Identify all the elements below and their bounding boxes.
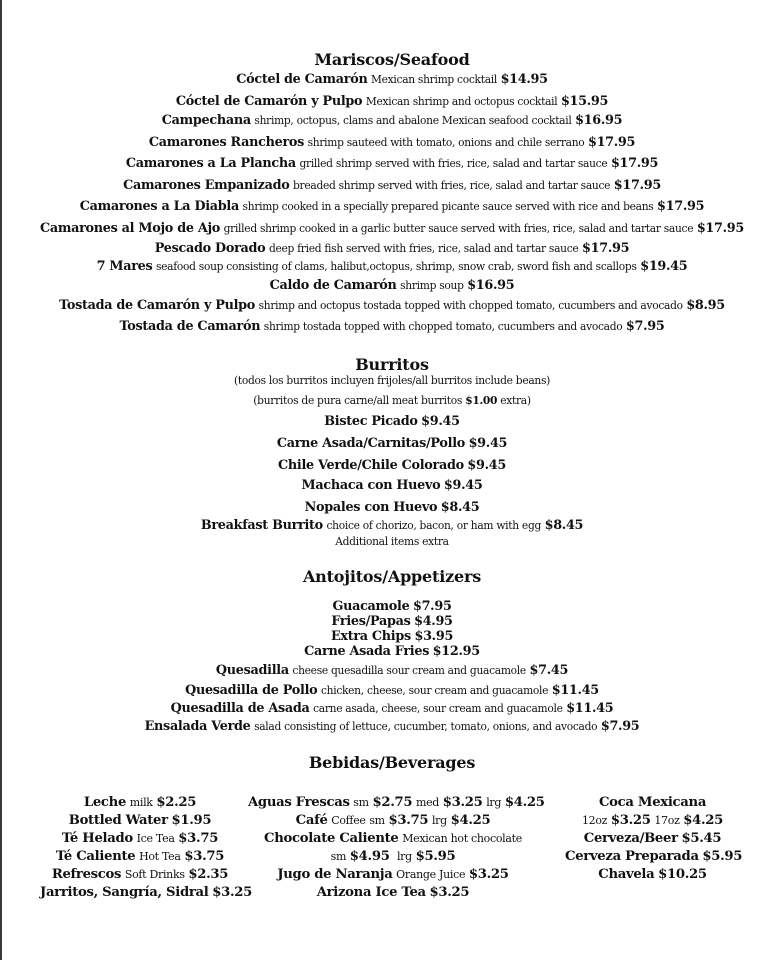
bev-item: Café Coffee sm $3.75 lrg $4.25 bbox=[295, 813, 491, 828]
item-name: Campechana bbox=[161, 113, 251, 128]
burritos-note: (todos los burritos incluyen frijoles/all burritos include beans) bbox=[233, 374, 551, 387]
item-description: carne asada, cheese, sour cream and guacamole bbox=[313, 702, 563, 715]
menu-item bbox=[12, 459, 772, 472]
item-price: $17.95 bbox=[582, 241, 630, 256]
menu-item bbox=[12, 299, 772, 312]
menu-item bbox=[12, 519, 772, 532]
item-description: Soft Drinks bbox=[124, 868, 185, 881]
menu-item bbox=[12, 630, 772, 643]
menu-item bbox=[12, 320, 772, 333]
item-price: $7.95 bbox=[600, 719, 640, 734]
item-name: Carne Asada Fries bbox=[304, 644, 430, 659]
menu-item bbox=[12, 222, 772, 235]
menu-item bbox=[12, 242, 772, 255]
item-price: $17.95 bbox=[657, 199, 705, 214]
beverages-left-column bbox=[40, 793, 252, 901]
item-name: Cerveza/Beer bbox=[583, 831, 678, 846]
bev-item bbox=[40, 829, 240, 847]
bev-item: Chocolate Caliente Mexican hot chocolate bbox=[264, 831, 522, 846]
item-description: Ice Tea bbox=[136, 832, 175, 845]
item-description: shrimp soup bbox=[400, 279, 464, 292]
menu-item bbox=[12, 200, 772, 213]
item-description: seafood soup consisting of clams, halibut,octopus, shrimp, snow crab, sword fish and scallops bbox=[155, 260, 637, 273]
bev-item: Jugo de Naranja Orange Juice $3.25 bbox=[277, 867, 509, 882]
bev-item bbox=[40, 811, 240, 829]
item-name: Té Helado bbox=[61, 831, 133, 846]
item-name: Quesadilla de Asada bbox=[170, 701, 310, 716]
bev-item-sizes: sm $4.95 lrg $5.95 bbox=[330, 849, 456, 864]
item-price: $3.25 bbox=[212, 885, 252, 900]
item-description: breaded shrimp served with fries, rice, salad and tartar sauce bbox=[293, 179, 611, 192]
item-description: Mexican shrimp cocktail bbox=[371, 73, 498, 86]
item-name: Leche bbox=[83, 795, 127, 810]
item-description: milk bbox=[129, 796, 153, 809]
item-price: $17.95 bbox=[696, 221, 744, 236]
item-name: Pescado Dorado bbox=[154, 241, 266, 256]
bev-item bbox=[565, 865, 740, 883]
item-price: $17.95 bbox=[613, 178, 661, 193]
item-price: $16.95 bbox=[467, 278, 515, 293]
item-name: Breakfast Burrito bbox=[200, 518, 323, 533]
item-price: $7.95 bbox=[625, 319, 665, 334]
menu-item bbox=[12, 415, 772, 428]
item-price: $16.95 bbox=[575, 113, 623, 128]
item-name: Ensalada Verde bbox=[144, 719, 251, 734]
menu-item bbox=[12, 684, 772, 697]
item-name: Cóctel de Camarón y Pulpo bbox=[175, 94, 363, 109]
item-name: Camarones al Mojo de Ajo bbox=[40, 221, 221, 236]
bev-item-sizes: 12oz $3.25 17oz $4.25 bbox=[581, 813, 724, 828]
burritos-heading: Burritos bbox=[355, 355, 429, 374]
menu-item bbox=[12, 600, 772, 613]
bev-item: Arizona Ice Tea $3.25 bbox=[316, 885, 470, 900]
item-price: $10.25 bbox=[658, 867, 707, 882]
item-price: $3.95 bbox=[414, 629, 454, 644]
menu-item bbox=[12, 664, 772, 677]
item-price: $11.45 bbox=[566, 701, 614, 716]
item-price: $9.45 bbox=[467, 458, 506, 473]
item-name: Jarritos, Sangría, Sidral bbox=[40, 885, 209, 900]
menu-item bbox=[12, 136, 772, 149]
item-description: shrimp and octopus tostada topped with chopped tomato, cucumbers and avocado bbox=[258, 299, 683, 312]
item-price: $4.95 bbox=[414, 614, 453, 629]
menu-item bbox=[12, 702, 772, 715]
item-name: Carne Asada/Carnitas/Pollo bbox=[276, 436, 466, 451]
item-price: $8.45 bbox=[544, 518, 584, 533]
item-price: $3.75 bbox=[178, 831, 219, 846]
menu-item bbox=[12, 114, 772, 127]
burritos-footer: Additional items extra bbox=[335, 535, 449, 548]
item-description: deep fried fish served with fries, rice, salad and tartar sauce bbox=[268, 242, 579, 255]
bev-item bbox=[40, 865, 240, 883]
item-price: $17.95 bbox=[587, 135, 636, 150]
menu-item bbox=[12, 279, 772, 292]
item-price: $12.95 bbox=[432, 644, 480, 659]
item-name: Quesadilla de Pollo bbox=[185, 683, 318, 698]
menu-item bbox=[12, 73, 772, 86]
item-name: Refrescos bbox=[51, 867, 122, 882]
bev-right-items bbox=[565, 829, 743, 883]
item-price: $9.45 bbox=[421, 414, 460, 429]
menu-item bbox=[12, 615, 772, 628]
item-name: Nopales con Huevo bbox=[304, 500, 438, 515]
item-name: Bottled Water bbox=[68, 813, 168, 828]
menu-item bbox=[12, 179, 772, 192]
item-description: choice of chorizo, bacon, or ham with egg bbox=[326, 519, 542, 532]
item-price: $2.25 bbox=[156, 795, 197, 810]
burritos-note-meat: (burritos de pura carne/all meat burritos $1.00 extra) bbox=[253, 394, 531, 407]
beverages-middle-column bbox=[248, 793, 545, 901]
item-price: $5.45 bbox=[681, 831, 722, 846]
bev-item: Aguas Frescas sm $2.75 med $3.25 lrg $4.25 bbox=[248, 795, 545, 810]
item-name: Tostada de Camarón bbox=[119, 319, 261, 334]
item-name: Machaca con Huevo bbox=[301, 478, 441, 493]
menu-item bbox=[12, 437, 772, 450]
bev-item bbox=[565, 829, 740, 847]
item-name: Guacamole bbox=[332, 599, 410, 614]
item-description: cheese quesadilla sour cream and guacamole bbox=[292, 664, 526, 677]
item-description: grilled shrimp served with fries, rice, salad and tartar sauce bbox=[299, 157, 608, 170]
item-name: Chavela bbox=[598, 867, 655, 882]
item-price: $7.45 bbox=[529, 663, 569, 678]
item-name: Camarones Rancheros bbox=[148, 135, 305, 150]
menu-item bbox=[12, 479, 772, 492]
item-name: Chile Verde/Chile Colorado bbox=[278, 458, 464, 473]
item-price: $1.95 bbox=[171, 813, 212, 828]
item-description: Hot Tea bbox=[139, 850, 181, 863]
menu-item bbox=[12, 501, 772, 514]
item-name: Camarones Empanizado bbox=[123, 178, 290, 193]
beverages-heading: Bebidas/Beverages bbox=[308, 753, 476, 772]
item-description: shrimp sauteed with tomato, onions and chile serrano bbox=[307, 136, 585, 149]
item-price: $9.45 bbox=[468, 436, 508, 451]
item-name: Quesadilla bbox=[215, 663, 289, 678]
item-price: $8.95 bbox=[686, 298, 725, 313]
item-description: grilled shrimp cooked in a garlic butter sauce served with fries, rice, salad and tartar sauce bbox=[223, 222, 694, 235]
appetizers-heading: Antojitos/Appetizers bbox=[302, 567, 482, 586]
item-price: $3.75 bbox=[184, 849, 225, 864]
item-name: Caldo de Camarón bbox=[269, 278, 397, 293]
item-name: Camarones a La Diabla bbox=[79, 199, 239, 214]
item-price: $11.45 bbox=[551, 683, 599, 698]
item-price: $14.95 bbox=[500, 72, 548, 87]
item-price: $2.35 bbox=[188, 867, 229, 882]
item-description: chicken, cheese, sour cream and guacamole bbox=[320, 684, 549, 697]
item-price: $5.95 bbox=[702, 849, 743, 864]
bev-item: Coca Mexicana bbox=[598, 795, 707, 810]
menu-item bbox=[12, 95, 772, 108]
item-price: $15.95 bbox=[560, 94, 609, 109]
item-price: $17.95 bbox=[610, 156, 659, 171]
item-name: Bistec Picado bbox=[324, 414, 418, 429]
item-name: Cerveza Preparada bbox=[565, 849, 699, 864]
bev-item bbox=[40, 883, 252, 901]
menu-item bbox=[12, 645, 772, 658]
item-price: $19.45 bbox=[640, 259, 688, 274]
menu-item bbox=[12, 260, 772, 273]
seafood-heading: Mariscos/Seafood bbox=[314, 50, 470, 69]
item-description: shrimp, octopus, clams and abalone Mexican seafood cocktail bbox=[254, 114, 572, 127]
bev-item bbox=[565, 847, 743, 865]
item-name: 7 Mares bbox=[96, 259, 153, 274]
item-price: $8.45 bbox=[440, 500, 480, 515]
item-description: shrimp tostada topped with chopped tomato, cucumbers and avocado bbox=[263, 320, 623, 333]
item-description: Mexican shrimp and octopus cocktail bbox=[365, 95, 558, 108]
item-price: $9.45 bbox=[443, 478, 483, 493]
item-name: Cóctel de Camarón bbox=[236, 72, 368, 87]
beverages-right-column bbox=[565, 793, 743, 883]
item-price: $7.95 bbox=[412, 599, 452, 614]
menu-item bbox=[12, 720, 772, 733]
item-name: Fries/Papas bbox=[331, 614, 411, 629]
item-name: Camarones a La Plancha bbox=[125, 156, 296, 171]
bev-item bbox=[40, 793, 240, 811]
item-description: salad consisting of lettuce, cucumber, tomato, onions, and avocado bbox=[254, 720, 598, 733]
menu-item bbox=[12, 157, 772, 170]
bev-item bbox=[40, 847, 240, 865]
item-name: Tostada de Camarón y Pulpo bbox=[59, 298, 256, 313]
item-name: Té Caliente bbox=[55, 849, 136, 864]
item-name: Extra Chips bbox=[330, 629, 411, 644]
item-description: shrimp cooked in a specially prepared picante sauce served with rice and beans bbox=[242, 200, 654, 213]
